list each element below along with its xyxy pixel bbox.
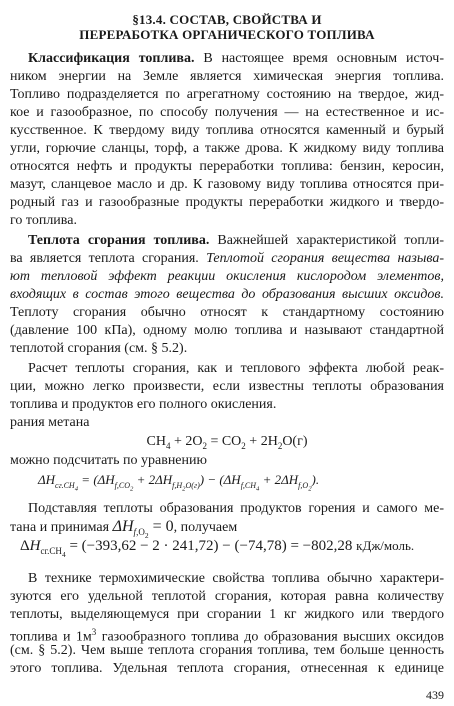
p2-line: входящих в состав этого вещества до образования высших оксидов.: [10, 287, 444, 302]
p1-line: кусственное. К твердому виду топлива относятся каменный и бурый: [10, 123, 444, 138]
p1-term: Классификация топлива.: [28, 51, 195, 66]
p6-line: топлива и $1м^3$ газообразного топлива до образования высших оксидов: [10, 627, 444, 645]
p5-line: тана и принимая $\Delta H_{f,O_2} = 0$, получаем: [10, 518, 238, 540]
p1-line: мазут, сланцевое масло и др. К газовому виду топлива относятся при-: [10, 177, 444, 192]
p3-line: рания метана: [10, 415, 90, 430]
p1-line: кое и газообразное, по способу получения — на естественное и ис-: [10, 105, 444, 120]
p3-line: Расчет теплоты сгорания, как и теплового эффекта любой реак-: [28, 361, 444, 376]
p1-line: относятся нефть и продукты переработки топлива: бензин, керосин,: [10, 159, 444, 174]
p1-line: родный газ и газообразные продукты переработки жидкого и твердо-: [10, 195, 444, 210]
p3-line: топлива и продуктов его полного окисления.: [10, 397, 277, 412]
p2-line: теплотой сгорания (см. § 5.2).: [10, 341, 188, 356]
p4-line: можно подсчитать по уравнению: [10, 453, 207, 468]
p1-line: ником энергии на Земле является химическая энергия топлива.: [10, 69, 444, 84]
p5-line: Подставляя теплоты образования продуктов горения и самого ме-: [28, 501, 444, 516]
page-number: 439: [426, 688, 444, 702]
equation-heat-of-combustion: $\Delta H_{сг.CH_4} = (\Delta H_{f,CO_2} + 2\Delta H_{f,H_2O(г)}) - (\Delta H_{f,CH_4} + 2\Delta H_{f,O_2})$.: [38, 472, 320, 493]
p1-line: Классификация топлива. В настоящее время основным источ-: [28, 51, 444, 66]
p2-line: (давление 100 кПа), одному молю топлива и называют стандартной: [10, 323, 444, 338]
p2-term: Теплота сгорания топлива.: [28, 233, 210, 248]
p2-line: Теплота сгорания топлива. Важнейшей характеристикой топли-: [28, 233, 444, 248]
p2-line: Теплоту сгорания обычно относят к стандартному состоянию: [10, 305, 444, 320]
p1-line: го топлива.: [10, 213, 77, 228]
p1-line: угли, горючие сланцы, торф, а также дрова. К жидкому виду топлива: [10, 141, 444, 156]
p6-line: теплоты, выделяющемуся при сгорании 1 кг жидкого или твердого: [10, 607, 444, 622]
p6-line: зуются его удельной теплотой сгорания, которая равна количеству: [10, 589, 444, 604]
p2-line: ва является теплота сгорания. Теплотой сгорания вещества называ-: [10, 251, 444, 266]
p6-line: этого топлива. Удельная теплота сгорания, отнесенная к единице: [10, 661, 444, 676]
p1-line: Топливо подразделяется по агрегатному состоянию на твердое, жид-: [10, 87, 444, 102]
section-heading-line1: §13.4. СОСТАВ, СВОЙСТВА И: [132, 12, 322, 27]
section-heading-line2: ПЕРЕРАБОТКА ОРГАНИЧЕСКОГО ТОПЛИВА: [79, 27, 375, 42]
p6-line: В технике термохимические свойства топлива обычно характери-: [28, 571, 444, 586]
p6-line: (см. § 5.2). Чем выше теплота сгорания топлива, тем больше ценность: [10, 643, 444, 658]
equation-numeric-result: $\Delta H_{сг.CH_4} = (-393,62 - 2 \cdot 241,72) - (-74,78) = -802,28$ кДж/моль.: [20, 538, 415, 559]
p2-line: ют тепловой эффект реакции окисления кислородом элементов,: [10, 269, 444, 284]
equation-methane-combustion: $CH_4 + 2O_2 = CO_2 + 2H_2O(г)$: [146, 434, 308, 451]
p3-line: ции, можно легко произвести, если известны теплоты образования: [10, 379, 444, 394]
